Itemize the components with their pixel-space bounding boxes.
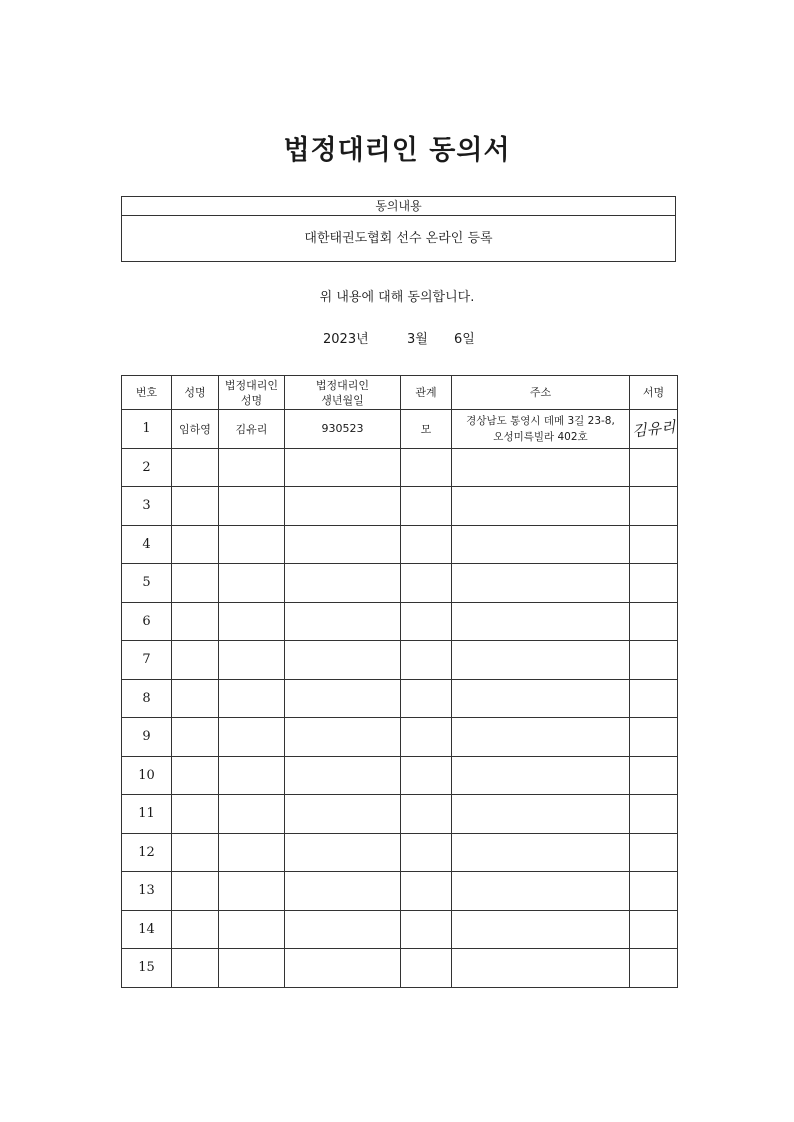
address-cell — [452, 448, 630, 487]
address-cell — [452, 525, 630, 564]
guardian-birthdate-cell — [285, 949, 401, 988]
address-cell — [452, 795, 630, 834]
guardian-birthdate-cell — [285, 718, 401, 757]
signature-cell — [630, 910, 678, 949]
name-cell — [172, 795, 219, 834]
row-number-cell: 2 — [122, 448, 172, 487]
consent-header: 동의내용 — [122, 197, 675, 216]
header-cell: 성명 — [172, 376, 219, 410]
name-cell — [172, 602, 219, 641]
guardian-birthdate-cell — [285, 833, 401, 872]
table-row — [122, 833, 678, 872]
guardian-birthdate-cell — [285, 525, 401, 564]
address-cell — [452, 487, 630, 526]
header-cell: 서명 — [630, 376, 678, 410]
address-cell — [452, 910, 630, 949]
table-row — [122, 795, 678, 834]
guardian-name-cell — [219, 448, 285, 487]
guardian-name-cell — [219, 872, 285, 911]
guardian-birthdate-cell — [285, 641, 401, 680]
table-row — [122, 641, 678, 680]
table-header-row — [122, 376, 678, 410]
table-row — [122, 756, 678, 795]
guardian-name-cell — [219, 756, 285, 795]
row-number-cell: 1 — [122, 410, 172, 449]
signature-cell — [630, 641, 678, 680]
table-row — [122, 872, 678, 911]
date-year: 2023년 — [323, 332, 369, 347]
guardian-name-cell: 김유리 — [219, 410, 285, 449]
name-cell — [172, 910, 219, 949]
signature-cell — [630, 564, 678, 603]
table-row — [122, 718, 678, 757]
address-cell — [452, 833, 630, 872]
guardian-birthdate-cell — [285, 564, 401, 603]
signature-cell — [630, 410, 678, 449]
row-number-cell: 5 — [122, 564, 172, 603]
row-number-cell: 10 — [122, 756, 172, 795]
signature-cell — [630, 833, 678, 872]
address-cell — [452, 718, 630, 757]
row-number-cell: 8 — [122, 679, 172, 718]
relation-cell — [401, 949, 452, 988]
guardian-name-cell — [219, 679, 285, 718]
guardian-birthdate-cell — [285, 872, 401, 911]
guardian-birthdate-cell — [285, 602, 401, 641]
guardian-name-cell — [219, 641, 285, 680]
date-month: 3월 — [407, 332, 428, 347]
guardian-birthdate-cell — [285, 448, 401, 487]
table-row — [122, 448, 678, 487]
row-number-cell: 12 — [122, 833, 172, 872]
row-number-cell: 11 — [122, 795, 172, 834]
name-cell — [172, 679, 219, 718]
signature-cell — [630, 949, 678, 988]
guardian-birthdate-cell: 930523 — [285, 410, 401, 449]
relation-cell — [401, 718, 452, 757]
name-cell — [172, 949, 219, 988]
address-cell: 경상남도 통영시 데메 3길 23-8, 오성미륵빌라 402호 — [452, 410, 630, 449]
header-cell: 법정대리인 생년월일 — [285, 376, 401, 410]
row-number-cell: 6 — [122, 602, 172, 641]
guardian-name-cell — [219, 718, 285, 757]
relation-cell — [401, 602, 452, 641]
relation-cell — [401, 679, 452, 718]
relation-cell — [401, 910, 452, 949]
relation-cell — [401, 448, 452, 487]
relation-cell — [401, 525, 452, 564]
table-row — [122, 949, 678, 988]
name-cell: 임하영 — [172, 410, 219, 449]
signature-cell — [630, 602, 678, 641]
guardian-name-cell — [219, 833, 285, 872]
address-cell — [452, 949, 630, 988]
header-cell: 관계 — [401, 376, 452, 410]
row-number-cell: 7 — [122, 641, 172, 680]
name-cell — [172, 487, 219, 526]
relation-cell — [401, 487, 452, 526]
agreement-statement: 위 내용에 대해 동의합니다. — [319, 290, 475, 305]
address-cell — [452, 641, 630, 680]
guardian-name-cell — [219, 910, 285, 949]
guardian-birthdate-cell — [285, 756, 401, 795]
guardian-name-cell — [219, 487, 285, 526]
row-number-cell: 15 — [122, 949, 172, 988]
name-cell — [172, 525, 219, 564]
consent-box — [121, 196, 676, 262]
signature-cell — [630, 795, 678, 834]
relation-cell — [401, 641, 452, 680]
address-cell — [452, 872, 630, 911]
address-cell — [452, 679, 630, 718]
guardian-name-cell — [219, 795, 285, 834]
name-cell — [172, 872, 219, 911]
name-cell — [172, 756, 219, 795]
relation-cell: 모 — [401, 410, 452, 449]
name-cell — [172, 448, 219, 487]
address-cell — [452, 564, 630, 603]
handwritten-signature: 김유리 — [630, 418, 677, 441]
name-cell — [172, 833, 219, 872]
address-cell — [452, 602, 630, 641]
address-cell — [452, 756, 630, 795]
table-row — [122, 525, 678, 564]
guardian-name-cell — [219, 525, 285, 564]
header-cell: 번호 — [122, 376, 172, 410]
relation-cell — [401, 795, 452, 834]
table-row — [122, 487, 678, 526]
table-row — [122, 910, 678, 949]
document-title: 법정대리인 동의서 — [283, 135, 511, 166]
relation-cell — [401, 564, 452, 603]
header-cell: 법정대리인 성명 — [219, 376, 285, 410]
guardian-birthdate-cell — [285, 487, 401, 526]
row-number-cell: 13 — [122, 872, 172, 911]
name-cell — [172, 718, 219, 757]
table-row — [122, 410, 678, 449]
signature-cell — [630, 448, 678, 487]
guardian-name-cell — [219, 949, 285, 988]
guardian-birthdate-cell — [285, 795, 401, 834]
row-number-cell: 9 — [122, 718, 172, 757]
table-row — [122, 602, 678, 641]
header-cell: 주소 — [452, 376, 630, 410]
name-cell — [172, 564, 219, 603]
signature-cell — [630, 679, 678, 718]
guardian-birthdate-cell — [285, 910, 401, 949]
relation-cell — [401, 756, 452, 795]
signature-cell — [630, 525, 678, 564]
name-cell — [172, 641, 219, 680]
row-number-cell: 14 — [122, 910, 172, 949]
signature-cell — [630, 487, 678, 526]
relation-cell — [401, 833, 452, 872]
guardian-birthdate-cell — [285, 679, 401, 718]
signature-cell — [630, 718, 678, 757]
table-row — [122, 564, 678, 603]
row-number-cell: 4 — [122, 525, 172, 564]
signature-cell — [630, 872, 678, 911]
row-number-cell: 3 — [122, 487, 172, 526]
signature-cell — [630, 756, 678, 795]
relation-cell — [401, 872, 452, 911]
consent-content: 대한태권도협회 선수 온라인 등록 — [304, 231, 493, 246]
table-row — [122, 679, 678, 718]
guardian-name-cell — [219, 602, 285, 641]
guardian-table — [121, 375, 678, 988]
guardian-name-cell — [219, 564, 285, 603]
date-day: 6일 — [454, 332, 475, 347]
